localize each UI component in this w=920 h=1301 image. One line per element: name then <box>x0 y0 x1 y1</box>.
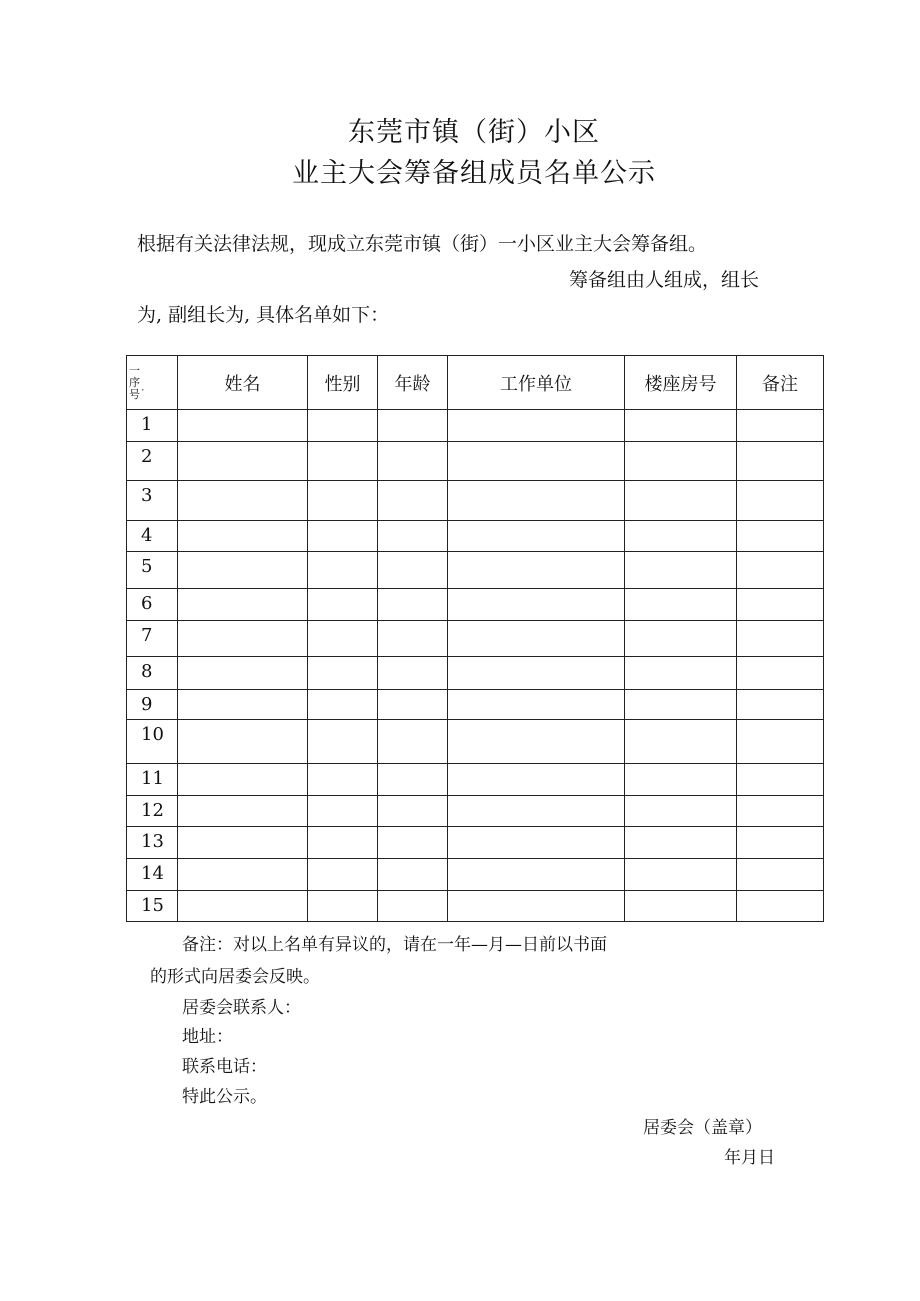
table-cell <box>737 796 824 827</box>
document-title-line1: 东莞市镇（街）小区 <box>348 117 600 148</box>
table-cell <box>178 657 308 690</box>
row-serial-number: 2 <box>127 442 178 481</box>
table-cell <box>308 442 378 481</box>
row-serial-number: 3 <box>127 481 178 521</box>
table-cell <box>178 552 308 589</box>
table-cell <box>178 720 308 764</box>
table-cell <box>378 859 448 891</box>
column-header-gender: 性别 <box>308 356 378 410</box>
contact-person-label: 居委会联系人： <box>182 998 301 1018</box>
table-header-row <box>127 356 824 410</box>
row-serial-number: 6 <box>127 589 178 621</box>
table-cell <box>737 859 824 891</box>
table-cell <box>378 552 448 589</box>
table-cell <box>625 589 737 621</box>
table-cell <box>178 859 308 891</box>
table-cell <box>178 481 308 521</box>
table-cell <box>448 657 625 690</box>
table-cell <box>448 827 625 859</box>
table-cell <box>178 891 308 922</box>
column-header-serial: 一 序 号˙ <box>127 356 178 410</box>
table-cell <box>625 657 737 690</box>
table-row <box>127 621 824 657</box>
column-header-workplace: 工作单位 <box>448 356 625 410</box>
column-header-name: 姓名 <box>178 356 308 410</box>
table-cell <box>308 589 378 621</box>
note-line2: 的形式向居委会反映。 <box>150 967 320 987</box>
table-cell <box>378 410 448 442</box>
table-cell <box>178 690 308 720</box>
intro-paragraph-line1: 根据有关法律法规，现成立东莞市镇（街）一小区业主大会筹备组。 <box>137 233 708 255</box>
row-serial-number: 15 <box>127 891 178 922</box>
row-serial-number: 12 <box>127 796 178 827</box>
table-cell <box>178 442 308 481</box>
column-header-remarks: 备注 <box>737 356 824 410</box>
column-header-age: 年龄 <box>378 356 448 410</box>
table-cell <box>308 621 378 657</box>
table-row <box>127 827 824 859</box>
table-cell <box>448 796 625 827</box>
signature-org: 居委会（盖章） <box>643 1118 762 1138</box>
table-cell <box>378 720 448 764</box>
table-cell <box>448 690 625 720</box>
table-cell <box>308 891 378 922</box>
table-cell <box>308 521 378 552</box>
row-serial-number: 7 <box>127 621 178 657</box>
table-cell <box>448 720 625 764</box>
table-cell <box>448 410 625 442</box>
closing-statement: 特此公示。 <box>182 1087 267 1107</box>
table-cell <box>378 657 448 690</box>
table-cell <box>625 521 737 552</box>
row-serial-number: 1 <box>127 410 178 442</box>
table-cell <box>448 764 625 796</box>
table-cell <box>378 690 448 720</box>
table-cell <box>378 442 448 481</box>
table-cell <box>737 621 824 657</box>
row-serial-number: 14 <box>127 859 178 891</box>
table-cell <box>737 764 824 796</box>
table-cell <box>448 442 625 481</box>
table-row <box>127 442 824 481</box>
table-cell <box>737 442 824 481</box>
table-row <box>127 481 824 521</box>
table-row <box>127 859 824 891</box>
table-cell <box>308 481 378 521</box>
table-cell <box>378 827 448 859</box>
intro-paragraph-line3: 为, 副组长为, 具体名单如下： <box>137 304 390 326</box>
table-cell <box>625 891 737 922</box>
table-cell <box>178 521 308 552</box>
table-cell <box>625 690 737 720</box>
table-cell <box>448 621 625 657</box>
table-cell <box>378 589 448 621</box>
table-cell <box>625 621 737 657</box>
table-row <box>127 410 824 442</box>
note-line1: 备注：对以上名单有异议的，请在一年—月—日前以书面 <box>182 935 607 955</box>
table-cell <box>378 891 448 922</box>
table-cell <box>625 442 737 481</box>
intro-paragraph-line2: 筹备组由人组成，组长 <box>569 269 760 291</box>
table-body <box>127 410 824 922</box>
row-serial-number: 5 <box>127 552 178 589</box>
table-cell <box>308 827 378 859</box>
table-cell <box>448 589 625 621</box>
table-cell <box>308 796 378 827</box>
table-cell <box>308 720 378 764</box>
table-cell <box>737 827 824 859</box>
table-cell <box>378 764 448 796</box>
table-cell <box>178 410 308 442</box>
table-row <box>127 690 824 720</box>
table-cell <box>625 764 737 796</box>
table-row <box>127 796 824 827</box>
row-serial-number: 4 <box>127 521 178 552</box>
table-cell <box>178 764 308 796</box>
table-cell <box>178 827 308 859</box>
table-cell <box>737 891 824 922</box>
table-row <box>127 552 824 589</box>
document-title-line2: 业主大会筹备组成员名单公示 <box>292 158 656 189</box>
table-cell <box>178 621 308 657</box>
table-cell <box>737 690 824 720</box>
table-cell <box>737 589 824 621</box>
table-cell <box>625 481 737 521</box>
table-cell <box>308 764 378 796</box>
table-cell <box>448 552 625 589</box>
table-cell <box>308 859 378 891</box>
phone-label: 联系电话： <box>182 1057 267 1077</box>
table-cell <box>737 410 824 442</box>
table-cell <box>308 657 378 690</box>
table-cell <box>625 552 737 589</box>
table-cell <box>625 859 737 891</box>
table-cell <box>378 796 448 827</box>
table-cell <box>737 657 824 690</box>
table-cell <box>737 481 824 521</box>
member-roster-table <box>126 355 824 922</box>
table-cell <box>737 552 824 589</box>
row-serial-number: 10 <box>127 720 178 764</box>
table-row <box>127 891 824 922</box>
table-cell <box>308 552 378 589</box>
table-row <box>127 720 824 764</box>
row-serial-number: 13 <box>127 827 178 859</box>
table-cell <box>625 410 737 442</box>
table-cell <box>308 690 378 720</box>
column-header-room: 楼座房号 <box>625 356 737 410</box>
table-row <box>127 589 824 621</box>
table-cell <box>448 521 625 552</box>
table-cell <box>378 621 448 657</box>
address-label: 地址： <box>182 1027 233 1047</box>
table-row <box>127 764 824 796</box>
table-cell <box>178 589 308 621</box>
table-cell <box>448 481 625 521</box>
row-serial-number: 9 <box>127 690 178 720</box>
table-cell <box>448 891 625 922</box>
table-cell <box>378 481 448 521</box>
table-cell <box>308 410 378 442</box>
table-cell <box>178 796 308 827</box>
table-row <box>127 657 824 690</box>
table-cell <box>737 720 824 764</box>
row-serial-number: 11 <box>127 764 178 796</box>
table-cell <box>625 720 737 764</box>
table-cell <box>625 796 737 827</box>
table-cell <box>737 521 824 552</box>
table-row <box>127 521 824 552</box>
table-cell <box>625 827 737 859</box>
signature-date: 年月日 <box>724 1148 775 1168</box>
row-serial-number: 8 <box>127 657 178 690</box>
table-cell <box>448 859 625 891</box>
table-cell <box>378 521 448 552</box>
